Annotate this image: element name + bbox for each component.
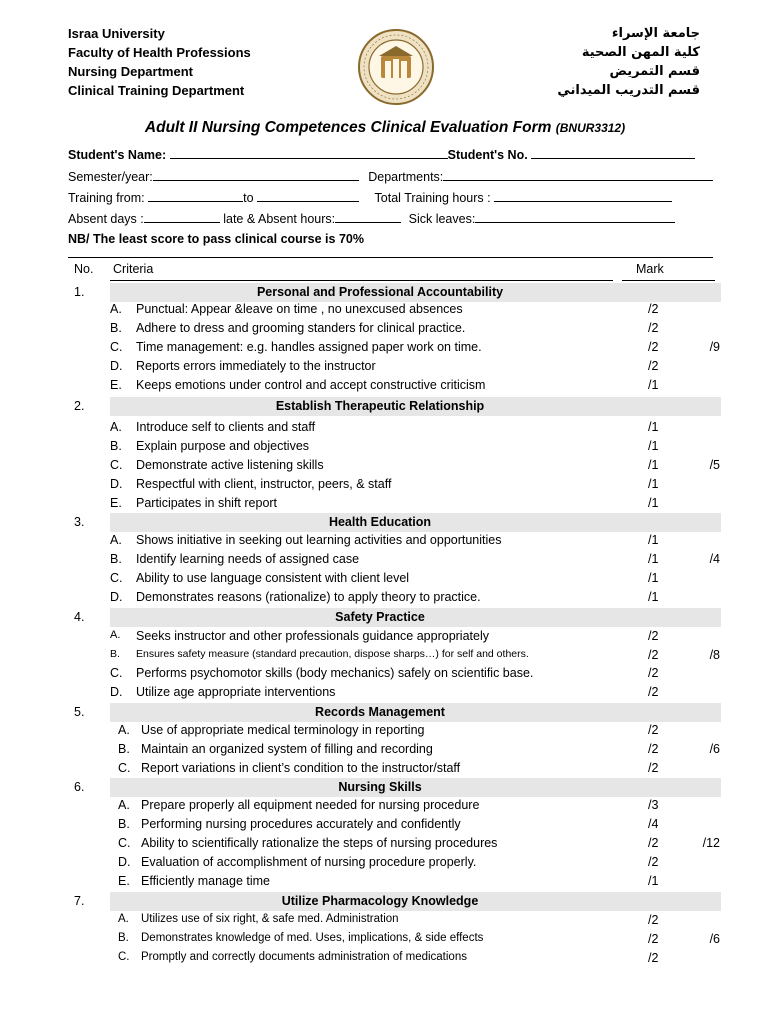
section-title: Records Management: [315, 705, 445, 719]
criterion-letter: B.: [110, 439, 122, 453]
department-name: Nursing Department: [68, 64, 193, 79]
criterion-mark[interactable]: /2: [648, 321, 659, 335]
criterion-row: [0, 629, 770, 647]
form-title: [0, 119, 770, 137]
absence-row: [68, 210, 675, 226]
criterion-letter: B.: [110, 321, 122, 335]
criterion-letter: B.: [110, 552, 122, 566]
criterion-row: [0, 439, 770, 457]
criterion-row: [0, 477, 770, 495]
section-title: Health Education: [328, 515, 432, 529]
criterion-mark[interactable]: /1: [648, 590, 659, 604]
criterion-mark[interactable]: /2: [648, 855, 659, 869]
criterion-row: [0, 685, 770, 703]
criterion-text: Maintain an organized system of filling and recording: [141, 742, 433, 756]
criterion-row: [0, 913, 770, 931]
section-total: /4: [709, 552, 720, 566]
criterion-letter: A.: [110, 420, 122, 434]
section-title: Personal and Professional Accountability: [256, 285, 504, 299]
col-header-mark: Mark: [636, 262, 664, 276]
criterion-row: [0, 321, 770, 339]
section-header: [68, 397, 721, 416]
section-total: /9: [709, 340, 720, 354]
section-number: 6.: [74, 780, 85, 794]
criterion-row: [0, 552, 770, 570]
section-total: /5: [709, 458, 720, 472]
university-header-ar: [557, 24, 700, 100]
criterion-mark[interactable]: /2: [648, 932, 659, 946]
criterion-mark[interactable]: /2: [648, 723, 659, 737]
faculty-name-ar: كلية المهن الصحية: [581, 45, 700, 60]
criterion-letter: E.: [118, 874, 130, 888]
section-title: Utilize Pharmacology Knowledge: [281, 894, 479, 908]
criterion-row: [0, 496, 770, 514]
criterion-text: Ability to use language consistent with client level: [136, 571, 410, 585]
section-header: [68, 283, 721, 302]
criterion-row: [0, 571, 770, 589]
criterion-mark[interactable]: /1: [648, 420, 659, 434]
criterion-row: [0, 458, 770, 476]
total-hours-label: Total Training hours :: [374, 191, 491, 205]
criterion-row: [0, 951, 770, 969]
training-from-field[interactable]: [148, 189, 243, 202]
criterion-letter: C.: [110, 666, 123, 680]
student-no-field[interactable]: [531, 146, 695, 159]
criterion-letter: D.: [110, 590, 123, 604]
criterion-mark[interactable]: /1: [648, 378, 659, 392]
student-name-field[interactable]: [170, 146, 448, 159]
criterion-mark[interactable]: /2: [648, 685, 659, 699]
criterion-mark[interactable]: /2: [648, 340, 659, 354]
table-top-rule: [68, 257, 713, 258]
criterion-mark[interactable]: /1: [648, 571, 659, 585]
criterion-text: Demonstrate active listening skills: [136, 458, 324, 472]
criterion-row: [0, 932, 770, 950]
semester-field[interactable]: [153, 168, 359, 181]
criterion-text: Promptly and correctly documents administration of medications: [141, 951, 467, 963]
sick-leaves-label: Sick leaves:: [408, 212, 476, 226]
criterion-mark[interactable]: /2: [648, 742, 659, 756]
training-department-name: Clinical Training Department: [68, 83, 245, 98]
criterion-mark[interactable]: /4: [648, 817, 659, 831]
university-name-ar: جامعة الإسراء: [611, 26, 700, 41]
late-absent-field[interactable]: [335, 210, 401, 223]
criterion-row: [0, 723, 770, 741]
departments-label: Departments:: [368, 170, 444, 184]
departments-field[interactable]: [443, 168, 713, 181]
criterion-mark[interactable]: /2: [648, 913, 659, 927]
university-header-en: [68, 24, 251, 100]
criterion-text: Performs psychomotor skills (body mechanics) safely on scientific base.: [136, 666, 534, 680]
criterion-text: Adhere to dress and grooming standers for clinical practice.: [136, 321, 466, 335]
criterion-mark[interactable]: /2: [648, 648, 659, 662]
criterion-letter: D.: [110, 685, 123, 699]
criterion-mark[interactable]: /1: [648, 439, 659, 453]
section-total: /6: [709, 742, 720, 756]
training-to-label: to: [243, 191, 254, 205]
criterion-letter: C.: [118, 951, 130, 963]
criterion-text: Performing nursing procedures accurately and confidently: [141, 817, 461, 831]
criterion-mark[interactable]: /2: [648, 629, 659, 643]
criterion-mark[interactable]: /1: [648, 552, 659, 566]
section-title: Safety Practice: [335, 610, 425, 624]
university-name: Israa University: [68, 26, 165, 41]
criterion-row: [0, 359, 770, 377]
criterion-text: Respectful with client, instructor, peers, & staff: [136, 477, 392, 491]
criterion-letter: A.: [110, 533, 122, 547]
criterion-mark[interactable]: /2: [648, 359, 659, 373]
training-to-field[interactable]: [257, 189, 359, 202]
criterion-mark[interactable]: /2: [648, 836, 659, 850]
section-number: 7.: [74, 894, 85, 908]
section-number: 2.: [74, 399, 85, 413]
faculty-name: Faculty of Health Professions: [68, 45, 251, 60]
criterion-row: [0, 340, 770, 358]
criterion-letter: E.: [110, 378, 122, 392]
late-absent-label: late & Absent hours:: [223, 212, 336, 226]
criterion-letter: C.: [118, 761, 131, 775]
criterion-letter: A.: [118, 798, 130, 812]
criterion-mark[interactable]: /1: [648, 533, 659, 547]
section-title: Nursing Skills: [338, 780, 422, 794]
criterion-text: Use of appropriate medical terminology in reporting: [141, 723, 425, 737]
criterion-text: Evaluation of accomplishment of nursing procedure properly.: [141, 855, 477, 869]
criterion-mark[interactable]: /3: [648, 798, 659, 812]
criteria-header-rule: [110, 280, 613, 281]
criterion-text: Introduce self to clients and staff: [136, 420, 316, 434]
criterion-text: Participates in shift report: [136, 496, 278, 510]
criterion-text: Time management: e.g. handles assigned paper work on time.: [136, 340, 482, 354]
criterion-row: [0, 817, 770, 835]
criterion-letter: A.: [110, 302, 122, 316]
section-number: 4.: [74, 610, 85, 624]
criterion-letter: D.: [118, 855, 131, 869]
criterion-row: [0, 378, 770, 396]
criterion-row: [0, 855, 770, 873]
training-from-label: Training from:: [68, 191, 145, 205]
criterion-text: Utilize age appropriate interventions: [136, 685, 336, 699]
university-seal-icon: [357, 28, 435, 106]
section-total: /6: [709, 932, 720, 946]
student-name-label: Student's Name:: [68, 148, 167, 162]
criterion-mark[interactable]: /2: [648, 761, 659, 775]
criterion-row: [0, 761, 770, 779]
criterion-letter: A.: [118, 913, 129, 925]
criterion-text: Keeps emotions under control and accept constructive criticism: [136, 378, 486, 392]
section-header: [68, 703, 721, 722]
criterion-mark[interactable]: /2: [648, 951, 659, 965]
criterion-text: Demonstrates knowledge of med. Uses, implications, & side effects: [141, 932, 484, 944]
criterion-text: Reports errors immediately to the instructor: [136, 359, 376, 373]
criterion-text: Ability to scientifically rationalize the steps of nursing procedures: [141, 836, 498, 850]
student-no-label: Student's No.: [447, 148, 528, 162]
criterion-text: Ensures safety measure (standard precaution, dispose sharps…) for self and others.: [136, 648, 529, 660]
training-row: [68, 189, 672, 205]
col-header-criteria: Criteria: [113, 262, 154, 276]
criterion-letter: B.: [118, 742, 130, 756]
section-title: Establish Therapeutic Relationship: [275, 399, 485, 413]
student-name-row: [68, 146, 695, 162]
pass-note: NB/ The least score to pass clinical course is 70%: [68, 232, 364, 246]
criterion-letter: A.: [110, 629, 121, 641]
criterion-mark[interactable]: /1: [648, 874, 659, 888]
col-header-no: No.: [74, 262, 94, 276]
criterion-mark[interactable]: /2: [648, 666, 659, 680]
criterion-row: [0, 420, 770, 438]
criterion-letter: B.: [118, 817, 130, 831]
criterion-letter: D.: [110, 477, 123, 491]
section-total: /12: [702, 836, 720, 850]
criterion-text: Utilizes use of six right, & safe med. Administration: [141, 913, 399, 925]
section-header: [68, 778, 721, 797]
section-number: 5.: [74, 705, 85, 719]
criterion-letter: C.: [118, 836, 131, 850]
criterion-letter: B.: [110, 648, 120, 660]
semester-label: Semester/year:: [68, 170, 153, 184]
mark-header-rule: [622, 280, 715, 281]
criterion-row: [0, 666, 770, 684]
criterion-text: Seeks instructor and other professionals guidance appropriately: [136, 629, 489, 643]
section-header: [68, 513, 721, 532]
criterion-text: Prepare properly all equipment needed for nursing procedure: [141, 798, 480, 812]
absent-days-field[interactable]: [144, 210, 220, 223]
criterion-letter: E.: [110, 496, 122, 510]
criterion-row: [0, 648, 770, 666]
criterion-letter: B.: [118, 932, 129, 944]
criterion-mark[interactable]: /1: [648, 458, 659, 472]
criterion-text: Report variations in client’s condition to the instructor/staff: [141, 761, 461, 775]
criterion-letter: A.: [118, 723, 130, 737]
criterion-row: [0, 533, 770, 551]
form-title-text: Adult II Nursing Competences Clinical Evaluation Form: [144, 119, 552, 136]
criterion-row: [0, 302, 770, 320]
criterion-mark[interactable]: /1: [648, 477, 659, 491]
criterion-text: Identify learning needs of assigned case: [136, 552, 360, 566]
criterion-letter: C.: [110, 458, 123, 472]
criterion-text: Explain purpose and objectives: [136, 439, 310, 453]
criterion-row: [0, 836, 770, 854]
semester-row: [68, 168, 713, 184]
section-header: [68, 892, 721, 911]
course-code: (BNUR3312): [555, 121, 626, 135]
sick-leaves-field[interactable]: [475, 210, 675, 223]
criterion-mark[interactable]: /2: [648, 302, 659, 316]
criterion-letter: D.: [110, 359, 123, 373]
criterion-row: [0, 590, 770, 608]
criterion-mark[interactable]: /1: [648, 496, 659, 510]
criterion-letter: C.: [110, 340, 123, 354]
criterion-text: Efficiently manage time: [141, 874, 270, 888]
training-department-name-ar: قسم التدريب الميداني: [557, 83, 700, 98]
section-total: /8: [709, 648, 720, 662]
criterion-text: Punctual: Appear &leave on time , no unexcused absences: [136, 302, 463, 316]
department-name-ar: قسم التمريض: [609, 64, 700, 79]
criterion-text: Demonstrates reasons (rationalize) to apply theory to practice.: [136, 590, 481, 604]
total-hours-field[interactable]: [494, 189, 672, 202]
section-header: [68, 608, 721, 627]
absent-days-label: Absent days :: [68, 212, 144, 226]
criterion-row: [0, 742, 770, 760]
criterion-letter: C.: [110, 571, 123, 585]
criterion-row: [0, 874, 770, 892]
section-number: 1.: [74, 285, 85, 299]
criterion-text: Shows initiative in seeking out learning activities and opportunities: [136, 533, 502, 547]
criterion-row: [0, 798, 770, 816]
section-number: 3.: [74, 515, 85, 529]
